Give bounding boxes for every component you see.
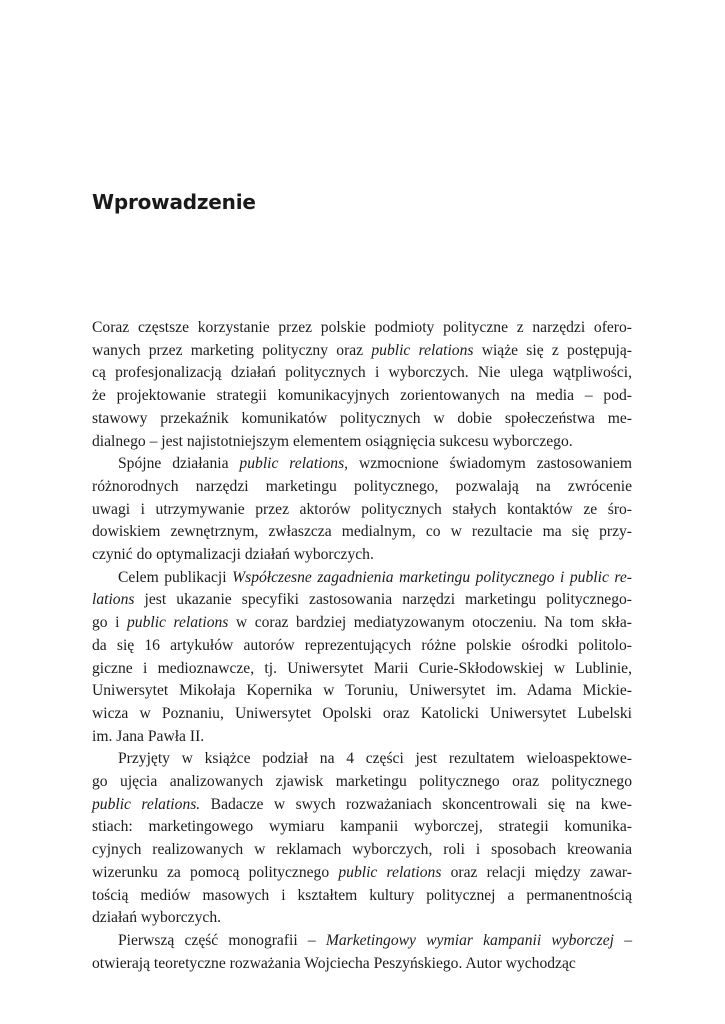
italic-text: Marketingowy wymiar kampanii wyborczej	[325, 931, 614, 949]
text-run: otwierają teoretyczne rozważania Wojciecha Peszyńskiego. Autor wychodząc	[92, 954, 576, 972]
text-run: Badacze w swych rozważaniach skoncentrowali się na kwe-	[200, 795, 632, 813]
text-line	[92, 499, 632, 522]
paragraph	[92, 930, 632, 975]
text-line	[92, 726, 632, 749]
italic-text: lations	[92, 591, 135, 609]
text-line	[92, 544, 632, 567]
italic-text: public relations	[338, 863, 442, 881]
text-line	[92, 317, 632, 340]
paragraph	[92, 317, 632, 453]
text-run: oraz relacji między zawar-	[441, 863, 632, 881]
text-run: im. Jana Pawła II.	[92, 727, 205, 745]
text-line	[92, 431, 632, 454]
text-run: w coraz bardziej mediatyzowanym otoczeniu. Na tom skła-	[228, 614, 632, 632]
text-run: Coraz częstsze korzystanie przez polskie podmioty polityczne z narzędzi ofero-	[92, 319, 632, 336]
text-line	[92, 703, 632, 726]
text-run: Spójne działania	[118, 455, 240, 473]
text-line	[92, 839, 632, 862]
page-heading: Wprowadzenie	[92, 190, 256, 214]
text-line	[92, 816, 632, 839]
text-run: Celem publikacji	[118, 568, 233, 586]
text-line	[92, 567, 632, 590]
text-line	[92, 930, 632, 953]
text-run: że projektowanie strategii komunikacyjnych zorientowanych na media – pod-	[92, 387, 632, 405]
text-run: giczne i medioznawcze, tj. Uniwersytet Marii Curie-Skłodowskiej w Lublinie,	[92, 659, 632, 677]
text-run: tością mediów masowych i kształtem kultury politycznej a permanentnością	[92, 886, 632, 904]
text-line	[92, 794, 632, 817]
text-line	[92, 340, 632, 363]
text-run: działań wyborczych.	[92, 909, 222, 927]
text-run: go ujęcia analizowanych zjawisk marketingu politycznego oraz politycznego	[92, 773, 632, 791]
text-line	[92, 953, 632, 976]
text-line	[92, 521, 632, 544]
italic-text: public relations	[127, 614, 229, 632]
text-run: cyjnych realizowanych w reklamach wyborczych, roli i sposobach kreowania	[92, 841, 632, 859]
text-run: Przyjęty w książce podział na 4 części jest rezultatem wieloaspektowe-	[118, 750, 632, 768]
text-run: Pierwszą część monografii –	[118, 931, 326, 949]
text-line	[92, 612, 632, 635]
paragraph	[92, 453, 632, 567]
text-run: wicza w Poznaniu, Uniwersytet Opolski oraz Katolicki Uniwersytet Lubelski	[92, 704, 632, 722]
text-run: wiąże się z postępują-	[473, 341, 632, 359]
text-line	[92, 907, 632, 930]
text-line	[92, 771, 632, 794]
body-text	[92, 317, 632, 975]
text-run: Uniwersytet Mikołaja Kopernika w Toruniu, Uniwersytet im. Adama Mickie-	[92, 682, 632, 700]
paragraph	[92, 567, 632, 749]
text-run: wanych przez marketing polityczny oraz	[92, 341, 372, 359]
text-line	[92, 862, 632, 885]
text-line	[92, 476, 632, 499]
text-run: dowiskiem zewnętrznym, zwłaszcza medialnym, co w rezultacie ma się przy-	[92, 523, 632, 541]
paragraph	[92, 748, 632, 930]
text-run: jest ukazanie specyfiki zastosowania narzędzi marketingu politycznego-	[134, 591, 632, 609]
text-run: różnorodnych narzędzi marketingu politycznego, pozwalają na zwrócenie	[92, 477, 632, 495]
italic-text: public relations	[371, 341, 474, 359]
text-run: dialnego – jest najistotniejszym elementem osiągnięcia sukcesu wyborczego.	[92, 432, 573, 450]
text-run: –	[614, 931, 632, 949]
italic-text: public relations,	[239, 455, 349, 473]
text-line	[92, 680, 632, 703]
text-line	[92, 658, 632, 681]
text-line	[92, 453, 632, 476]
text-run: go i	[92, 614, 127, 632]
text-run: cą profesjonalizacją działań politycznych i wyborczych. Nie ulega wątpliwości,	[92, 364, 632, 382]
text-run: czynić do optymalizacji działań wyborczych.	[92, 546, 374, 564]
text-run: wizerunku za pomocą politycznego	[92, 863, 339, 881]
text-run: da się 16 artykułów autorów reprezentujących różne polskie ośrodki politolo-	[92, 636, 632, 654]
text-line	[92, 885, 632, 908]
text-line	[92, 635, 632, 658]
text-line	[92, 589, 632, 612]
text-line	[92, 408, 632, 431]
text-run: wzmocnione świadomym zastosowaniem	[348, 455, 632, 473]
text-run: stawowy przekaźnik komunikatów politycznych w dobie społeczeństwa me-	[92, 409, 632, 427]
text-line	[92, 362, 632, 385]
italic-text: public relations.	[92, 795, 201, 813]
text-run: uwagi i utrzymywanie przez aktorów politycznych stałych kontaktów ze śro-	[92, 500, 632, 518]
text-line	[92, 748, 632, 771]
text-line	[92, 385, 632, 408]
text-run: stiach: marketingowego wymiaru kampanii wyborczej, strategii komunika-	[92, 818, 632, 836]
italic-text: Współczesne zagadnienia marketingu politycznego i public re-	[232, 568, 632, 586]
